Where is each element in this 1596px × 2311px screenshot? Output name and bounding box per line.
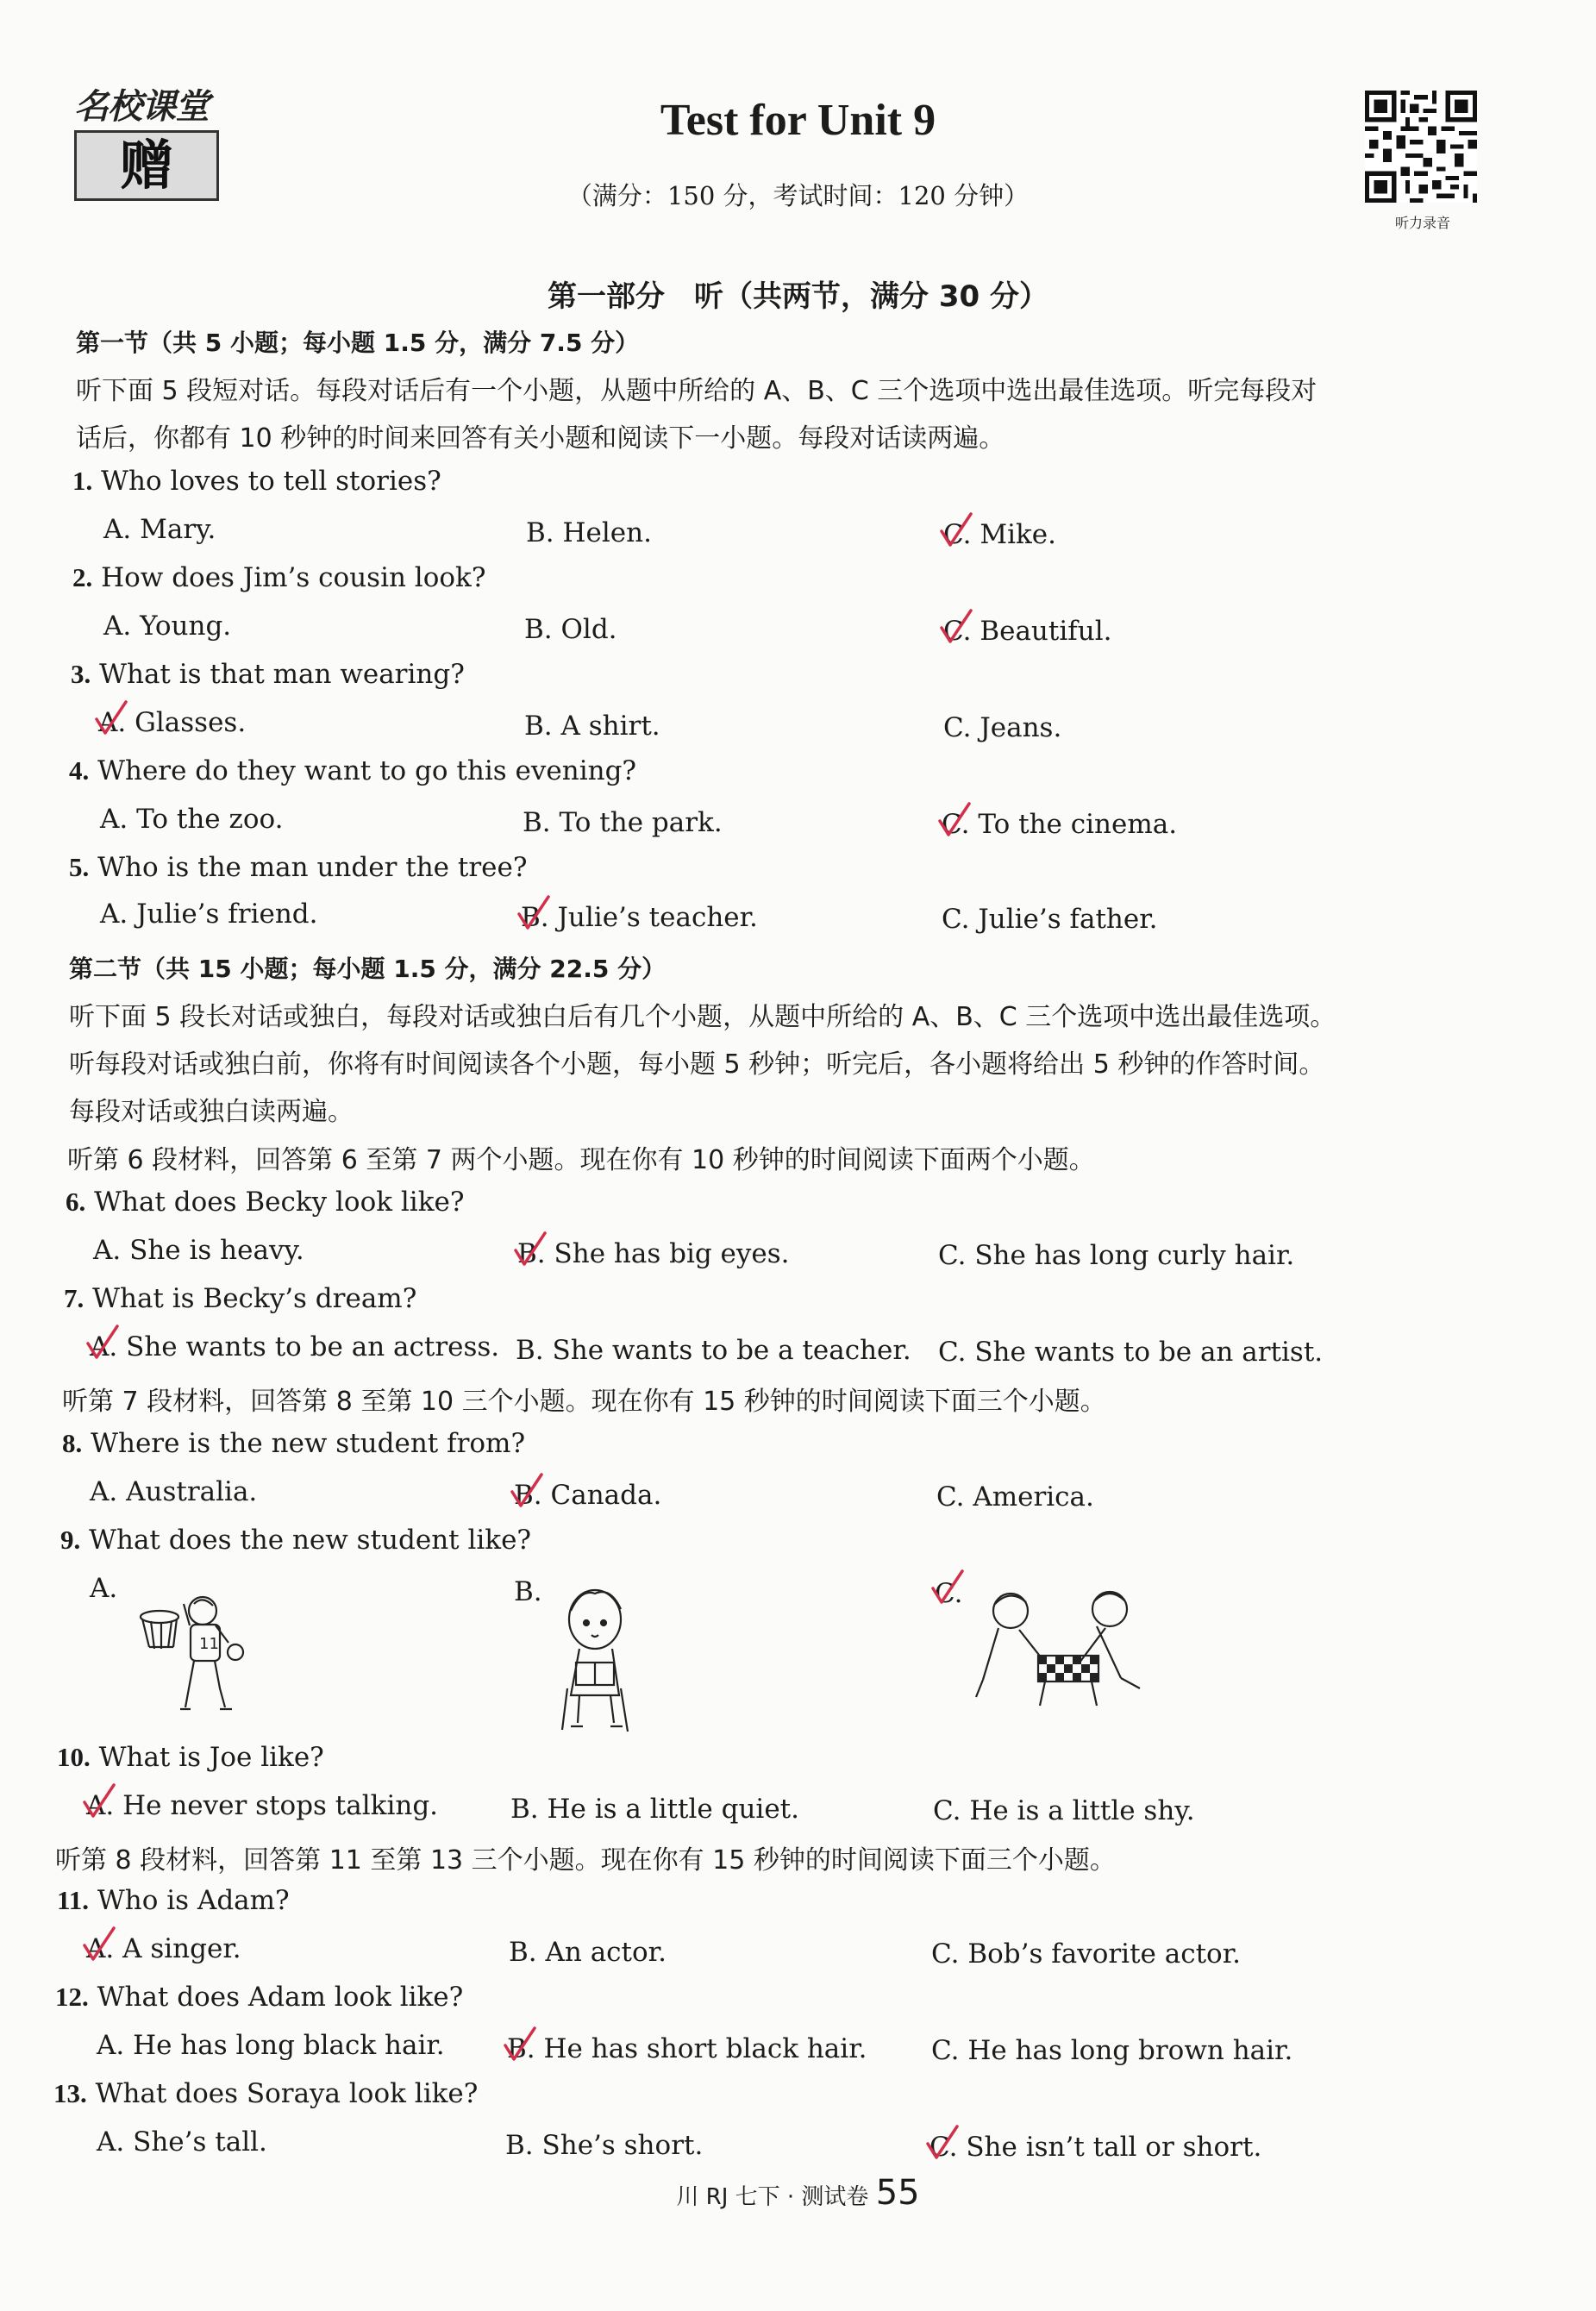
option-13b[interactable]: B. She’s short.	[505, 2130, 704, 2161]
option-4b[interactable]: B. To the park.	[523, 807, 723, 838]
question-1: 1. Who loves to tell stories?	[72, 466, 441, 497]
option-3b[interactable]: B. A shirt.	[524, 711, 660, 742]
page-number: 55	[875, 2173, 920, 2213]
option-9c[interactable]: C.	[935, 1578, 963, 1609]
option-1a[interactable]: A. Mary.	[103, 514, 216, 545]
section-one-instructions	[76, 367, 1524, 462]
question-5: 5. Who is the man under the tree?	[69, 852, 528, 883]
qr-code-icon[interactable]	[1365, 91, 1477, 203]
chess-players-image[interactable]	[967, 1585, 1157, 1718]
question-6: 6. What does Becky look like?	[66, 1187, 465, 1218]
option-9a[interactable]: A.	[90, 1573, 118, 1604]
material-8-note: 听第 8 段材料，回答第 11 至第 13 三个小题。现在你有 15 秒钟的时间阅读下面三个小题。	[55, 1845, 1116, 1876]
question-7: 7. What is Becky’s dream?	[64, 1283, 417, 1314]
option-10c[interactable]: C. He is a little shy.	[933, 1795, 1195, 1826]
score-time-note: （满分：150 分，考试时间：120 分钟）	[566, 181, 1030, 210]
question-10: 10. What is Joe like?	[57, 1742, 324, 1773]
section-two-instructions	[69, 993, 1552, 1136]
instruction-line: 听下面 5 段短对话。每段对话后有一个小题，从题中所给的 A、B、C 三个选项中选出最佳选项。听完每段对	[76, 376, 1317, 406]
option-10b[interactable]: B. He is a little quiet.	[510, 1794, 799, 1825]
material-6-note: 听第 6 段材料，回答第 6 至第 7 两个小题。现在你有 10 秒钟的时间阅读下面两个小题。	[67, 1145, 1095, 1175]
section-one-heading: 第一节（共 5 小题；每小题 1.5 分，满分 7.5 分）	[76, 329, 640, 357]
option-5a[interactable]: A. Julie’s friend.	[100, 899, 318, 930]
logo-gift-badge: 赠	[74, 130, 219, 201]
option-2b[interactable]: B. Old.	[524, 614, 617, 645]
option-13a[interactable]: A. She’s tall.	[97, 2126, 267, 2158]
option-12a[interactable]: A. He has long black hair.	[97, 2030, 445, 2061]
option-9b[interactable]: B.	[514, 1576, 542, 1607]
option-4c[interactable]: C. To the cinema.	[942, 809, 1178, 840]
option-13c[interactable]: C. She isn’t tall or short.	[929, 2132, 1262, 2163]
option-3a[interactable]: A. Glasses.	[98, 707, 247, 738]
instruction-line: 听下面 5 段长对话或独白，每段对话或独白后有几个小题，从题中所给的 A、B、C 三个选项中选出最佳选项。	[69, 1002, 1336, 1032]
option-2a[interactable]: A. Young.	[103, 611, 232, 642]
option-4a[interactable]: A. To the zoo.	[100, 804, 284, 835]
basketball-player-image[interactable]	[125, 1587, 263, 1728]
qr-caption: 听力录音	[1394, 215, 1450, 231]
option-11b[interactable]: B. An actor.	[509, 1937, 667, 1968]
question-2: 2. How does Jim’s cousin look?	[72, 562, 486, 593]
question-11: 11. Who is Adam?	[57, 1885, 290, 1916]
page-title: Test for Unit 9	[660, 96, 936, 145]
option-12c[interactable]: C. He has long brown hair.	[931, 2035, 1293, 2066]
option-11c[interactable]: C. Bob’s favorite actor.	[931, 1938, 1241, 1970]
option-6b[interactable]: B. She has big eyes.	[517, 1238, 790, 1269]
option-6a[interactable]: A. She is heavy.	[93, 1235, 304, 1266]
question-9: 9. What does the new student like?	[60, 1525, 532, 1556]
instruction-line: 听每段对话或独白前，你将有时间阅读各个小题，每小题 5 秒钟；听完后，各小题将给出 5 秒钟的作答时间。	[69, 1049, 1325, 1080]
reading-boy-image[interactable]	[541, 1585, 654, 1744]
question-4: 4. Where do they want to go this evening?	[69, 755, 637, 786]
question-13: 13. What does Soraya look like?	[53, 2078, 479, 2109]
question-12: 12. What does Adam look like?	[55, 1982, 464, 2013]
option-12b[interactable]: B. He has short black hair.	[507, 2033, 867, 2064]
material-7-note: 听第 7 段材料，回答第 8 至第 10 三个小题。现在你有 15 秒钟的时间阅读下面三个小题。	[62, 1387, 1106, 1417]
option-5b[interactable]: B. Julie’s teacher.	[521, 902, 758, 933]
option-2c[interactable]: C. Beautiful.	[943, 616, 1112, 647]
svg-text:11: 11	[199, 1635, 219, 1653]
question-8: 8. Where is the new student from?	[62, 1428, 526, 1459]
option-7b[interactable]: B. She wants to be a teacher.	[516, 1335, 911, 1366]
option-11a[interactable]: A. A singer.	[86, 1933, 241, 1964]
instruction-line: 每段对话或独白读两遍。	[69, 1097, 354, 1127]
instruction-line: 话后，你都有 10 秒钟的时间来回答有关小题和阅读下一小题。每段对话读两遍。	[76, 423, 1005, 454]
option-8c[interactable]: C. America.	[936, 1481, 1094, 1512]
section-two-heading: 第二节（共 15 小题；每小题 1.5 分，满分 22.5 分）	[69, 955, 667, 983]
option-6c[interactable]: C. She has long curly hair.	[938, 1240, 1295, 1271]
option-3c[interactable]: C. Jeans.	[943, 712, 1062, 743]
option-5c[interactable]: C. Julie’s father.	[942, 904, 1158, 935]
option-1c[interactable]: C. Mike.	[943, 519, 1056, 550]
option-10a[interactable]: A. He never stops talking.	[86, 1790, 439, 1821]
logo-top-text: 名校课堂	[74, 87, 209, 127]
question-3: 3. What is that man wearing?	[71, 659, 465, 690]
option-1b[interactable]: B. Helen.	[526, 517, 652, 548]
option-8b[interactable]: B. Canada.	[514, 1480, 662, 1511]
option-8a[interactable]: A. Australia.	[90, 1476, 258, 1507]
part-one-title: 第一部分 听（共两节，满分 30 分）	[548, 279, 1048, 314]
footer-label: 川 RJ 七下 · 测试卷	[676, 2184, 869, 2210]
page-footer	[0, 2173, 1596, 2213]
option-7c[interactable]: C. She wants to be an artist.	[938, 1337, 1324, 1368]
option-7a[interactable]: A. She wants to be an actress.	[90, 1331, 500, 1362]
